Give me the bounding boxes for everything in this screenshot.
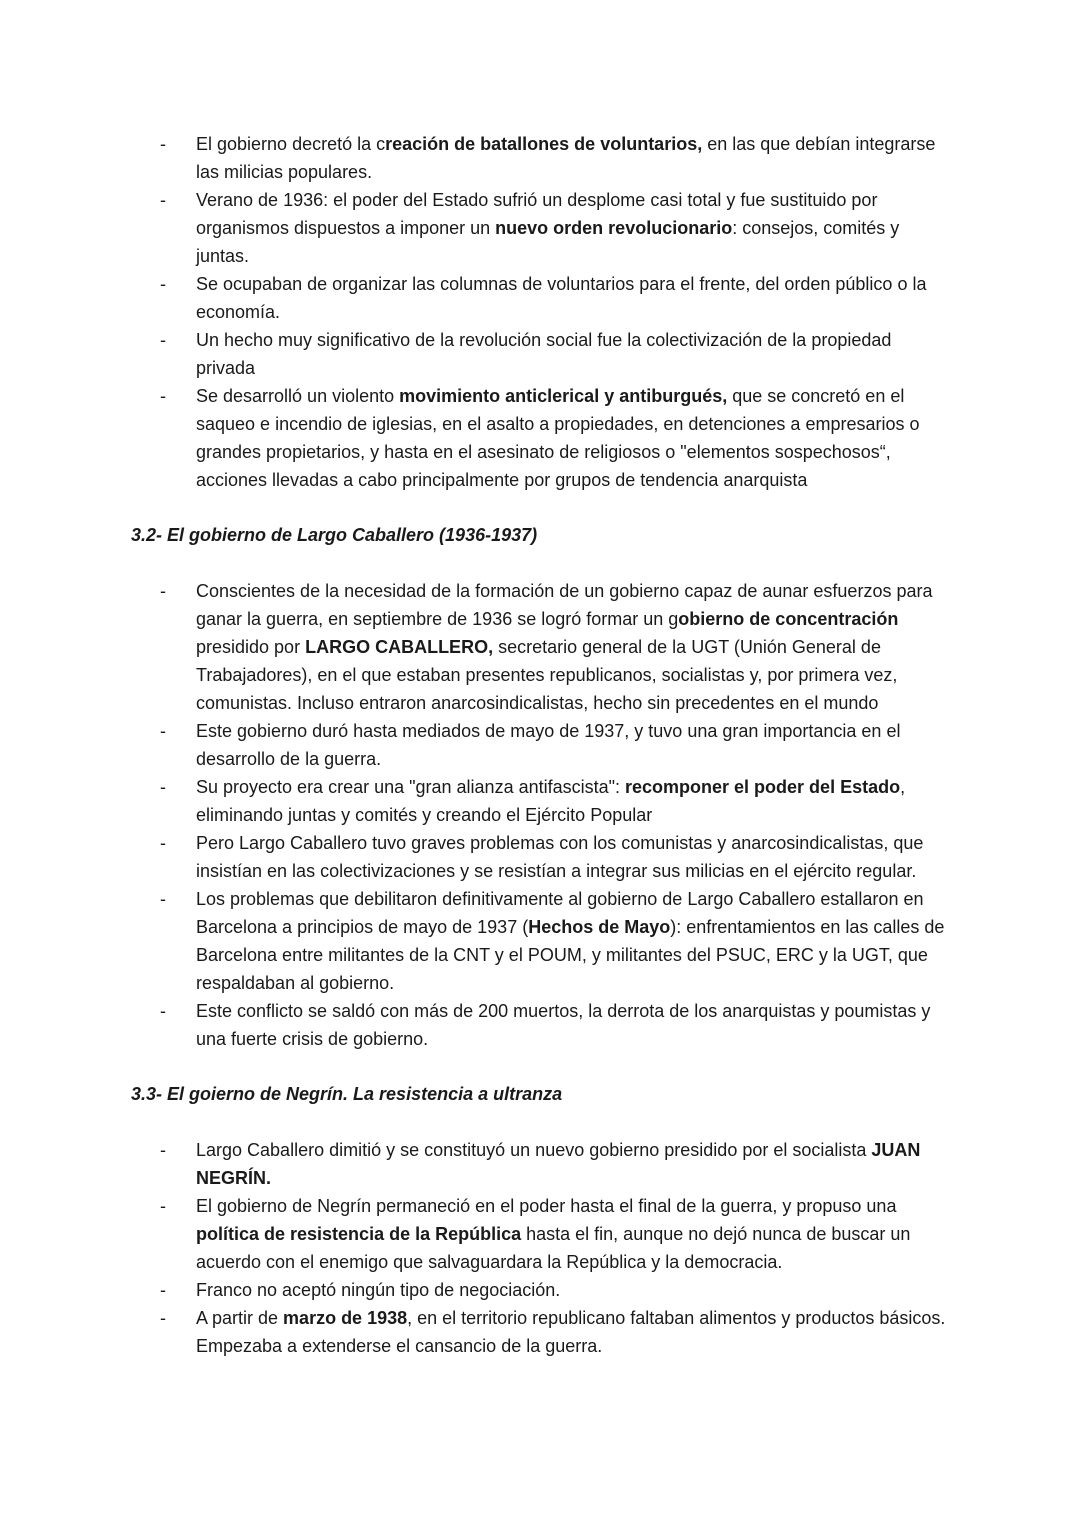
list-item-text [196, 186, 950, 270]
list-item [0, 382, 1080, 494]
list-item [0, 270, 1080, 326]
bold-run: movimiento anticlerical y antiburgués, [399, 386, 728, 406]
bullet-dash: - [160, 833, 166, 853]
text-run: El gobierno de Negrín permaneció en el poder hasta el final de la guerra, y propuso una [196, 1196, 897, 1216]
text-run: que se concretó en el saqueo e incendio de iglesias, en el asalto a propiedades, en detenciones a empresarios o grandes propietarios, y hasta en el asesinato de religiosos o "elementos sospechosos“, acciones llevadas a cabo principalmente por grupos de tendencia anarquista [196, 386, 920, 490]
bullet-dash: - [160, 190, 166, 210]
list-item [0, 1192, 1080, 1276]
text-run: : consejos, comités y juntas. [196, 218, 900, 266]
bullet-dash: - [160, 1308, 166, 1328]
bold-run: reación de batallones de voluntarios, [385, 134, 703, 154]
text-run: , eliminando juntas y comités y creando el Ejército Popular [196, 777, 906, 825]
list-item-text [196, 326, 950, 382]
list-item-text [196, 1192, 950, 1276]
text-run: ): enfrentamientos en las calles de Barcelona entre militantes de la CNT y el POUM, y militantes del PSUC, ERC y la UGT, que respaldaban al gobierno. [196, 917, 945, 993]
bold-run: marzo de 1938 [283, 1308, 408, 1328]
list-item [0, 130, 1080, 186]
bold-run: obierno de concentración [678, 609, 899, 629]
text-run: Pero Largo Caballero tuvo graves problemas con los comunistas y anarcosindicalistas, que insistían en las colectivizaciones y se resistían a integrar sus milicias en el ejército regular. [196, 833, 924, 881]
text-run: Este gobierno duró hasta mediados de mayo de 1937, y tuvo una gran importancia en el desarrollo de la guerra. [196, 721, 901, 769]
bullet-dash: - [160, 1001, 166, 1021]
text-run: presidido por [196, 637, 306, 657]
text-run: Se ocupaban de organizar las columnas de voluntarios para el frente, del orden público o la economía. [196, 274, 927, 322]
list-item-text [196, 1304, 950, 1360]
list-item-text [196, 885, 950, 997]
section-negrin [0, 1136, 1080, 1360]
bullet-dash: - [160, 777, 166, 797]
text-run: El gobierno decretó la c [196, 134, 386, 154]
list-item [0, 1304, 1080, 1360]
text-run: Este conflicto se saldó con más de 200 muertos, la derrota de los anarquistas y poumistas y una fuerte crisis de gobierno. [196, 1001, 931, 1049]
list-item [0, 829, 1080, 885]
text-run: , en el territorio republicano faltaban alimentos y productos básicos. Empezaba a extenderse el cansancio de la guerra. [196, 1308, 946, 1356]
bullet-list [0, 130, 1080, 494]
bold-run: JUAN NEGRÍN. [196, 1140, 921, 1188]
section-revolution [0, 130, 1080, 494]
section-heading-largo-caballero: 3.2- El gobierno de Largo Caballero (1936-1937) [131, 525, 538, 545]
list-item [0, 186, 1080, 270]
bold-run: política de resistencia de la República [196, 1224, 522, 1244]
list-item-text [196, 997, 950, 1053]
list-item-text [196, 1136, 950, 1192]
bold-run: recomponer el poder del Estado [625, 777, 901, 797]
bullet-dash: - [160, 386, 166, 406]
text-run: hasta el fin, aunque no dejó nunca de buscar un acuerdo con el enemigo que salvaguardara la República y la democracia. [196, 1224, 911, 1272]
text-run: Su proyecto era crear una "gran alianza antifascista": [196, 777, 626, 797]
list-item [0, 1136, 1080, 1192]
list-item-text [196, 382, 950, 494]
section-heading-negrin: 3.3- El goierno de Negrín. La resistencia a ultranza [131, 1084, 563, 1104]
bold-run: nuevo orden revolucionario [495, 218, 733, 238]
bullet-dash: - [160, 1140, 166, 1160]
bullet-list [0, 577, 1080, 1053]
list-item [0, 1276, 1080, 1304]
text-run: en las que debían integrarse las milicias populares. [196, 134, 936, 182]
text-run: Franco no aceptó ningún tipo de negociación. [196, 1280, 561, 1300]
list-item-text [196, 1276, 950, 1304]
list-item [0, 885, 1080, 997]
text-run: Conscientes de la necesidad de la formación de un gobierno capaz de aunar esfuerzos para ganar la guerra, en septiembre de 1936 se logró formar un g [196, 581, 933, 629]
bullet-dash: - [160, 581, 166, 601]
list-item-text [196, 829, 950, 885]
text-run: Un hecho muy significativo de la revolución social fue la colectivización de la propiedad privada [196, 330, 892, 378]
bullet-dash: - [160, 1196, 166, 1216]
bullet-dash: - [160, 1280, 166, 1300]
list-item [0, 997, 1080, 1053]
list-item [0, 326, 1080, 382]
section-largo-caballero [0, 577, 1080, 1053]
list-item-text [196, 270, 950, 326]
text-run: Largo Caballero dimitió y se constituyó un nuevo gobierno presidido por el socialista [196, 1140, 872, 1160]
list-item-text [196, 773, 950, 829]
text-run: Verano de 1936: el poder del Estado sufrió un desplome casi total y fue sustituido por organismos dispuestos a imponer un [196, 190, 878, 238]
bullet-list [0, 1136, 1080, 1360]
list-item [0, 717, 1080, 773]
bold-run: LARGO CABALLERO, [305, 637, 494, 657]
bullet-dash: - [160, 889, 166, 909]
bullet-dash: - [160, 134, 166, 154]
text-run: secretario general de la UGT (Unión General de Trabajadores), en el que estaban presentes republicanos, socialistas y, por primera vez, comunistas. Incluso entraron anarcosindicalistas, hecho sin precedentes en el mundo [196, 637, 898, 713]
list-item-text [196, 577, 950, 717]
list-item [0, 577, 1080, 717]
text-run: Se desarrolló un violento [196, 386, 400, 406]
list-item-text [196, 717, 950, 773]
text-run: Los problemas que debilitaron definitivamente al gobierno de Largo Caballero estallaron en Barcelona a principios de mayo de 1937 ( [196, 889, 924, 937]
list-item [0, 773, 1080, 829]
text-run: A partir de [196, 1308, 284, 1328]
bold-run: Hechos de Mayo [528, 917, 671, 937]
bullet-dash: - [160, 330, 166, 350]
list-item-text [196, 130, 950, 186]
bullet-dash: - [160, 721, 166, 741]
bullet-dash: - [160, 274, 166, 294]
